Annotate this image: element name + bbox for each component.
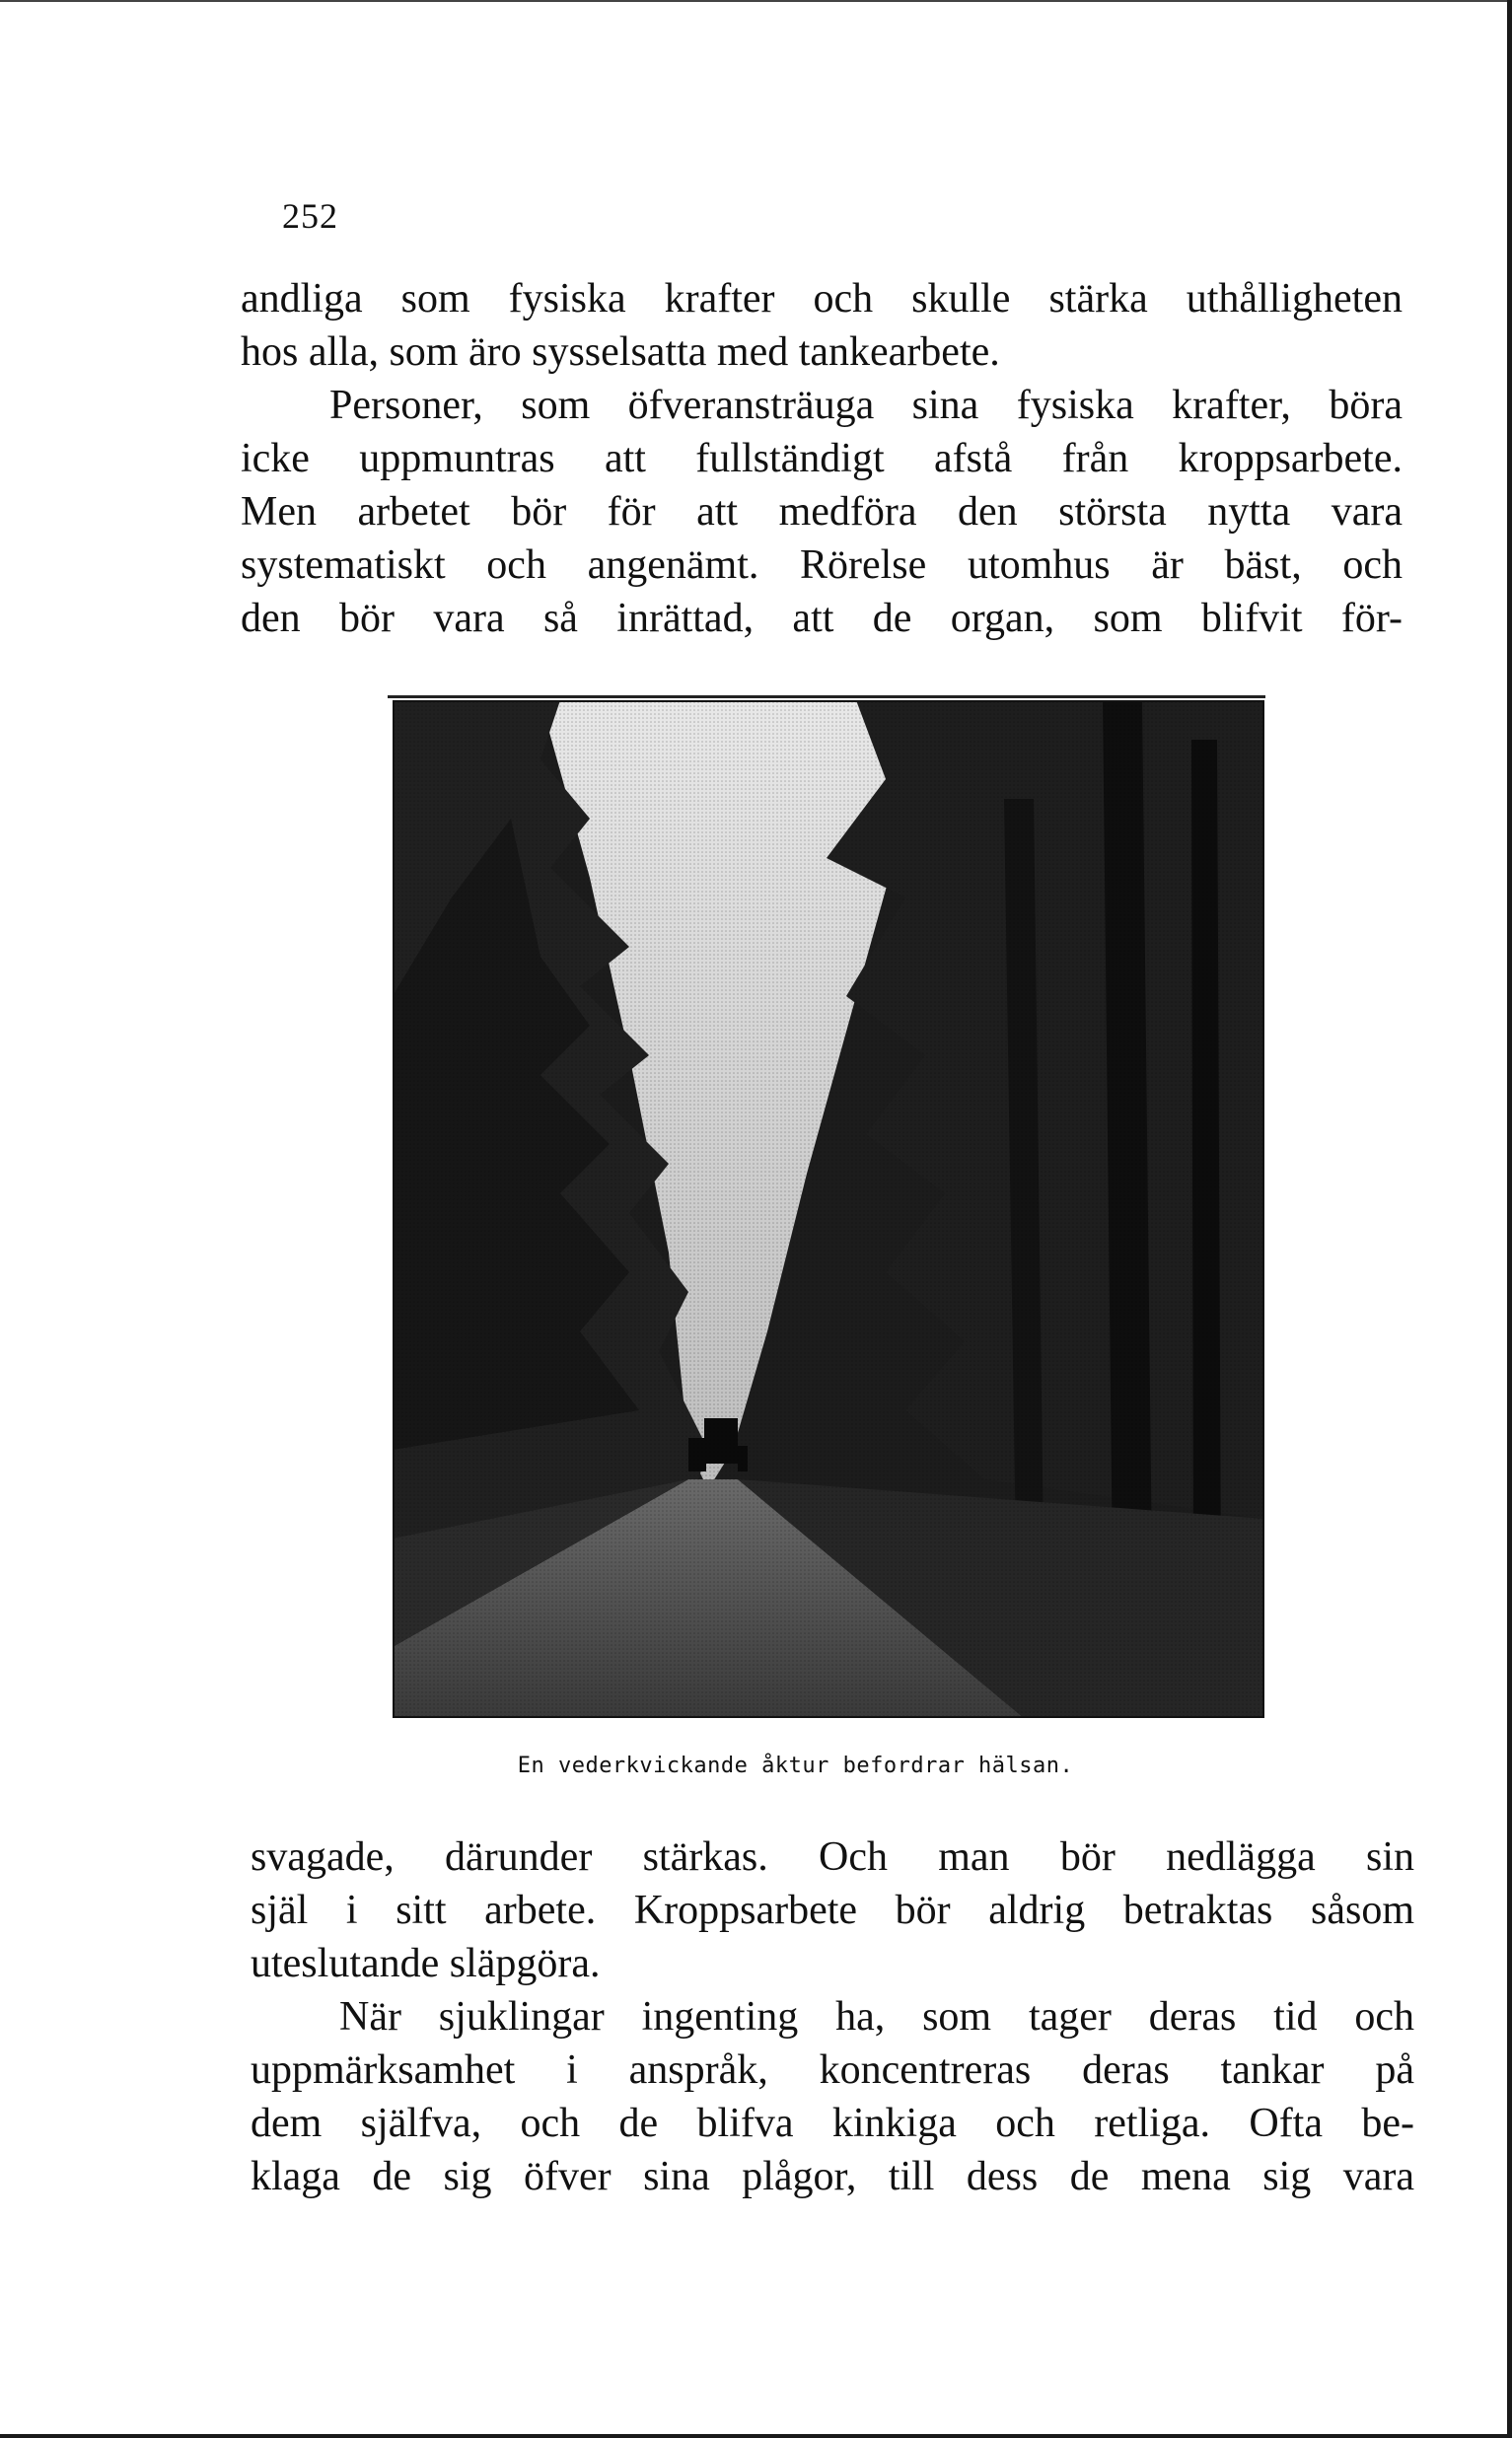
text-line: Men arbetet bör för att medföra den största nytta vara <box>241 489 1403 535</box>
text-line: dem själfva, och de blifva kinkiga och retliga. Ofta be- <box>251 2101 1414 2146</box>
text-line: andliga som fysiska krafter och skulle stärka uthålligheten <box>241 276 1403 322</box>
scan-border-top <box>0 0 1512 2</box>
text-line: uteslutande släpgöra. <box>251 1941 601 1986</box>
text-line: uppmärksamhet i anspråk, koncentreras deras tankar på <box>251 2047 1414 2093</box>
page-number: 252 <box>282 196 338 236</box>
text-line: icke uppmuntras att fullständigt afstå från kroppsarbete. <box>241 436 1403 481</box>
text-line: själ i sitt arbete. Kroppsarbete bör aldrig betraktas såsom <box>251 1888 1414 1933</box>
top-paragraph <box>241 272 1403 645</box>
text-line: klaga de sig öfver sina plågor, till dess de mena sig vara <box>251 2154 1414 2199</box>
figure-top-rule <box>388 695 1265 698</box>
figure-caption <box>0 1754 1512 1778</box>
text-line: hos alla, som äro sysselsatta med tankearbete. <box>241 329 1000 375</box>
bottom-paragraph <box>251 1830 1414 2203</box>
text-line: Personer, som öfveransträuga sina fysiska krafter, böra <box>329 383 1403 428</box>
caption-text: En vederkvickande åktur befordrar hälsan. <box>517 1754 1074 1778</box>
text-line: den bör vara så inrättad, att de organ, som blifvit för- <box>241 596 1403 641</box>
text-line: När sjuklingar ingenting ha, som tager deras tid och <box>339 1994 1414 2040</box>
text-line: systematiskt och angenämt. Rörelse utomhus är bäst, och <box>241 542 1403 588</box>
scan-border-right <box>1507 0 1512 2438</box>
forest-road-photograph <box>393 700 1264 1718</box>
halftone-forest-image <box>393 700 1264 1718</box>
scan-border-bottom <box>0 2434 1512 2438</box>
text-line: svagade, därunder stärkas. Och man bör nedlägga sin <box>251 1834 1414 1880</box>
